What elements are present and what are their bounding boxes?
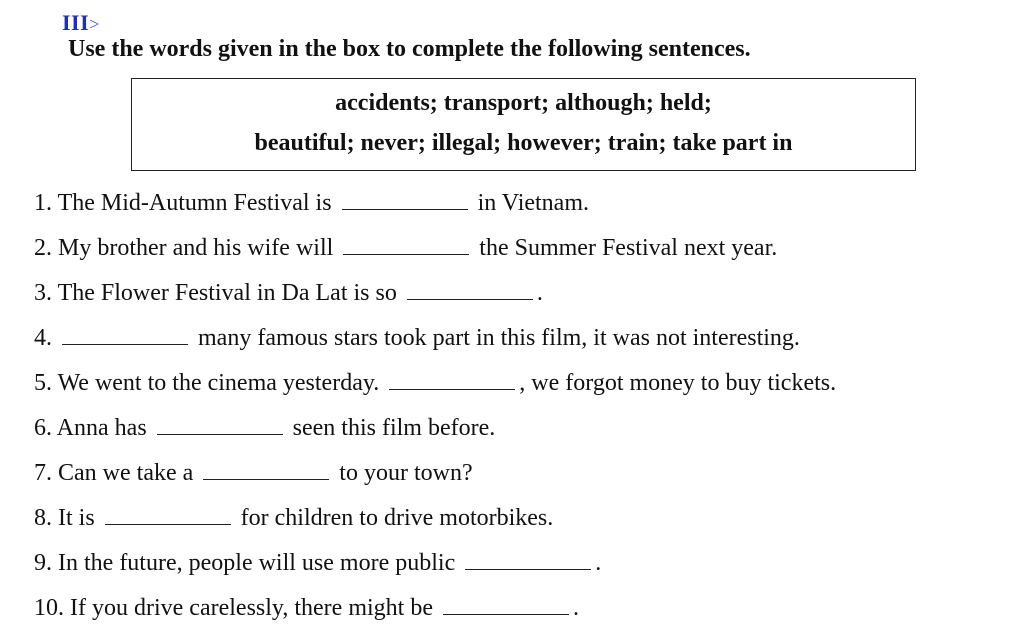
question-5 xyxy=(34,365,836,397)
question-4 xyxy=(34,320,800,352)
question-text-before: 1. The Mid-Autumn Festival is xyxy=(34,190,332,216)
question-3 xyxy=(34,275,543,307)
word-box xyxy=(131,78,916,171)
question-text-after: . xyxy=(572,595,579,621)
question-text-before: 4. xyxy=(34,325,52,351)
question-text-after: the Summer Festival next year. xyxy=(479,235,778,261)
answer-blank[interactable] xyxy=(343,230,469,255)
word-box-line-1: accidents; transport; although; held; xyxy=(335,90,712,116)
section-marker xyxy=(62,10,100,36)
section-number: III xyxy=(62,10,90,35)
question-9 xyxy=(34,545,601,577)
answer-blank[interactable] xyxy=(62,320,188,345)
question-text-after: many famous stars took part in this film, it was not interesting. xyxy=(198,325,800,351)
instruction-heading: Use the words given in the box to complete the following sentences. xyxy=(68,36,751,62)
question-text-before: 9. In the future, people will use more public xyxy=(34,550,456,576)
question-7 xyxy=(34,455,473,487)
question-text-before: 5. We went to the cinema yesterday. xyxy=(34,370,380,396)
question-2 xyxy=(34,230,777,262)
section-arrow: > xyxy=(89,14,100,34)
question-text-before: 2. My brother and his wife will xyxy=(34,235,334,261)
question-8 xyxy=(34,500,553,532)
question-text-before: 6. Anna has xyxy=(34,415,147,441)
question-text-after: to your town? xyxy=(339,460,473,486)
question-text-before: 3. The Flower Festival in Da Lat is so xyxy=(34,280,397,306)
question-10 xyxy=(34,590,579,622)
answer-blank[interactable] xyxy=(105,500,231,525)
answer-blank[interactable] xyxy=(443,590,569,615)
question-text-before: 7. Can we take a xyxy=(34,460,194,486)
question-text-after: . xyxy=(595,550,602,576)
answer-blank[interactable] xyxy=(342,185,468,210)
question-text-after: in Vietnam. xyxy=(477,190,589,216)
word-box-line-2: beautiful; never; illegal; however; train; take part in xyxy=(254,130,793,156)
answer-blank[interactable] xyxy=(465,545,591,570)
answer-blank[interactable] xyxy=(389,365,515,390)
question-text-after: . xyxy=(536,280,543,306)
answer-blank[interactable] xyxy=(203,455,329,480)
question-text-before: 10. If you drive carelessly, there might be xyxy=(34,595,433,621)
question-text-before: 8. It is xyxy=(34,505,95,531)
question-text-after: seen this film before. xyxy=(292,415,496,441)
question-text-after: , we forgot money to buy tickets. xyxy=(519,370,837,396)
question-1 xyxy=(34,185,589,217)
question-6 xyxy=(34,410,495,442)
answer-blank[interactable] xyxy=(157,410,283,435)
answer-blank[interactable] xyxy=(407,275,533,300)
question-text-after: for children to drive motorbikes. xyxy=(240,505,554,531)
